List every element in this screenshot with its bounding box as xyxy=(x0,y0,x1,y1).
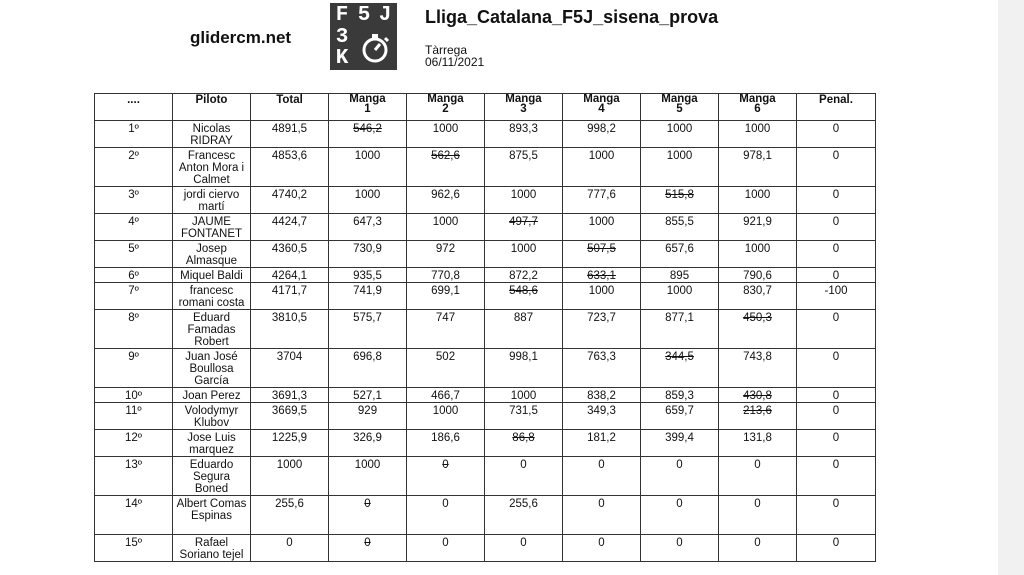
total-cell: 1000 xyxy=(251,457,329,496)
total-cell: 4360,5 xyxy=(251,241,329,268)
header-round-4 xyxy=(563,94,641,121)
round-score-cell: 0 xyxy=(641,496,719,535)
table-row xyxy=(95,148,876,187)
round-score-cell: 349,3 xyxy=(563,403,641,430)
header-round-6 xyxy=(719,94,797,121)
round-score-cell: 515,8 xyxy=(641,187,719,214)
round-score-cell: 855,5 xyxy=(641,214,719,241)
total-cell: 3704 xyxy=(251,349,329,388)
round-score-cell: 131,8 xyxy=(719,430,797,457)
round-score-cell: 929 xyxy=(329,403,407,430)
position-cell: 9º xyxy=(95,349,173,388)
round-score-cell: 770,8 xyxy=(407,268,485,283)
round-score-cell: 86,8 xyxy=(485,430,563,457)
header-round-5 xyxy=(641,94,719,121)
table-row xyxy=(95,496,876,535)
table-row xyxy=(95,283,876,310)
round-score-cell: 962,6 xyxy=(407,187,485,214)
results-table xyxy=(94,93,876,562)
round-score-cell: 659,7 xyxy=(641,403,719,430)
logo-glyph: K xyxy=(335,47,349,70)
total-cell: 0 xyxy=(251,535,329,562)
round-score-cell: 575,7 xyxy=(329,310,407,349)
position-cell: 1º xyxy=(95,121,173,148)
round-score-cell: 0 xyxy=(719,535,797,562)
round-score-cell: 497,7 xyxy=(485,214,563,241)
position-cell: 12º xyxy=(95,430,173,457)
round-score-cell: 699,1 xyxy=(407,283,485,310)
round-score-cell: 0 xyxy=(641,535,719,562)
round-score-cell: 895 xyxy=(641,268,719,283)
round-score-cell: 972 xyxy=(407,241,485,268)
round-score-cell: 1000 xyxy=(719,241,797,268)
round-score-cell: 450,3 xyxy=(719,310,797,349)
round-score-cell: 0 xyxy=(641,457,719,496)
header-position: .... xyxy=(95,94,173,121)
round-score-cell: 0 xyxy=(719,457,797,496)
round-score-cell: 0 xyxy=(407,535,485,562)
position-cell: 4º xyxy=(95,214,173,241)
round-score-cell: 731,5 xyxy=(485,403,563,430)
pilot-cell: Albert Comas Espinas xyxy=(173,496,251,535)
round-score-cell: 1000 xyxy=(329,187,407,214)
header-round-label: Manga 6 xyxy=(739,93,776,115)
pilot-cell: Josep Almasque xyxy=(173,241,251,268)
pilot-cell: francesc romani costa xyxy=(173,283,251,310)
round-score-cell: 0 xyxy=(563,535,641,562)
round-score-cell: 1000 xyxy=(563,148,641,187)
round-score-cell: 1000 xyxy=(563,214,641,241)
total-cell: 3810,5 xyxy=(251,310,329,349)
total-cell: 3691,3 xyxy=(251,388,329,403)
round-score-cell: 741,9 xyxy=(329,283,407,310)
round-score-cell: 921,9 xyxy=(719,214,797,241)
header-round-3 xyxy=(485,94,563,121)
round-score-cell: 255,6 xyxy=(485,496,563,535)
position-cell: 7º xyxy=(95,283,173,310)
round-score-cell: 696,8 xyxy=(329,349,407,388)
round-score-cell: 633,1 xyxy=(563,268,641,283)
round-score-cell: 0 xyxy=(329,535,407,562)
round-score-cell: 723,7 xyxy=(563,310,641,349)
position-cell: 15º xyxy=(95,535,173,562)
round-score-cell: 830,7 xyxy=(719,283,797,310)
round-score-cell: 326,9 xyxy=(329,430,407,457)
round-score-cell: 743,8 xyxy=(719,349,797,388)
round-score-cell: 562,6 xyxy=(407,148,485,187)
penalty-cell: 0 xyxy=(797,403,876,430)
position-cell: 3º xyxy=(95,187,173,214)
round-score-cell: 998,1 xyxy=(485,349,563,388)
round-score-cell: 0 xyxy=(563,496,641,535)
round-score-cell: 998,2 xyxy=(563,121,641,148)
event-location: Tàrrega xyxy=(425,43,468,57)
penalty-cell: 0 xyxy=(797,388,876,403)
round-score-cell: 1000 xyxy=(407,121,485,148)
round-score-cell: 466,7 xyxy=(407,388,485,403)
position-cell: 8º xyxy=(95,310,173,349)
round-score-cell: 730,9 xyxy=(329,241,407,268)
penalty-cell: 0 xyxy=(797,187,876,214)
penalty-cell: 0 xyxy=(797,268,876,283)
round-score-cell: 887 xyxy=(485,310,563,349)
round-score-cell: 790,6 xyxy=(719,268,797,283)
round-score-cell: 893,3 xyxy=(485,121,563,148)
table-row xyxy=(95,403,876,430)
logo-glyph: 5 xyxy=(357,4,371,27)
penalty-cell: 0 xyxy=(797,457,876,496)
header-round-label: Manga 3 xyxy=(505,93,542,115)
round-score-cell: 1000 xyxy=(407,403,485,430)
header-row xyxy=(95,94,876,121)
round-score-cell: 0 xyxy=(407,457,485,496)
header-round-2 xyxy=(407,94,485,121)
total-cell: 3669,5 xyxy=(251,403,329,430)
round-score-cell: 186,6 xyxy=(407,430,485,457)
round-score-cell: 1000 xyxy=(485,187,563,214)
table-row xyxy=(95,535,876,562)
pilot-cell: Miquel Baldi xyxy=(173,268,251,283)
round-score-cell: 0 xyxy=(329,496,407,535)
round-score-cell: 1000 xyxy=(719,187,797,214)
total-cell: 4171,7 xyxy=(251,283,329,310)
position-cell: 10º xyxy=(95,388,173,403)
round-score-cell: 935,5 xyxy=(329,268,407,283)
penalty-cell: 0 xyxy=(797,349,876,388)
table-row xyxy=(95,121,876,148)
logo-glyph: J xyxy=(378,4,392,27)
round-score-cell: 546,2 xyxy=(329,121,407,148)
round-score-cell: 0 xyxy=(485,457,563,496)
event-date: 06/11/2021 xyxy=(425,55,485,69)
round-score-cell: 502 xyxy=(407,349,485,388)
pilot-cell: Juan José Boullosa García xyxy=(173,349,251,388)
round-score-cell: 859,3 xyxy=(641,388,719,403)
total-cell: 4740,2 xyxy=(251,187,329,214)
table-row xyxy=(95,430,876,457)
pilot-cell: Nicolas RIDRAY xyxy=(173,121,251,148)
round-score-cell: 1000 xyxy=(485,388,563,403)
round-score-cell: 1000 xyxy=(407,214,485,241)
table-row xyxy=(95,310,876,349)
total-cell: 4424,7 xyxy=(251,214,329,241)
position-cell: 13º xyxy=(95,457,173,496)
round-score-cell: 1000 xyxy=(641,283,719,310)
pilot-cell: Rafael Soriano tejel xyxy=(173,535,251,562)
penalty-cell: 0 xyxy=(797,241,876,268)
pilot-cell: Volodymyr Klubov xyxy=(173,403,251,430)
position-cell: 6º xyxy=(95,268,173,283)
stopwatch-icon xyxy=(358,31,392,65)
round-score-cell: 875,5 xyxy=(485,148,563,187)
penalty-cell: 0 xyxy=(797,430,876,457)
header-total: Total xyxy=(251,94,329,121)
round-score-cell: 1000 xyxy=(485,241,563,268)
round-score-cell: 1000 xyxy=(329,457,407,496)
position-cell: 2º xyxy=(95,148,173,187)
round-score-cell: 978,1 xyxy=(719,148,797,187)
table-row xyxy=(95,457,876,496)
total-cell: 4853,6 xyxy=(251,148,329,187)
viewer-scrollbar[interactable] xyxy=(998,0,1024,575)
round-score-cell: 747 xyxy=(407,310,485,349)
total-cell: 255,6 xyxy=(251,496,329,535)
pilot-cell: Francesc Anton Mora i Calmet xyxy=(173,148,251,187)
round-score-cell: 1000 xyxy=(719,121,797,148)
table-row xyxy=(95,214,876,241)
event-info xyxy=(425,44,484,68)
round-score-cell: 0 xyxy=(407,496,485,535)
logo-glyph: F xyxy=(335,4,349,27)
header-pilot: Piloto xyxy=(173,94,251,121)
page-title: Lliga_Catalana_F5J_sisena_prova xyxy=(425,7,719,27)
round-score-cell: 430,8 xyxy=(719,388,797,403)
round-score-cell: 0 xyxy=(719,496,797,535)
penalty-cell: 0 xyxy=(797,310,876,349)
round-score-cell: 213,6 xyxy=(719,403,797,430)
round-score-cell: 0 xyxy=(563,457,641,496)
round-score-cell: 838,2 xyxy=(563,388,641,403)
header-round-label: Manga 2 xyxy=(427,93,464,115)
round-score-cell: 1000 xyxy=(563,283,641,310)
header-round-1 xyxy=(329,94,407,121)
total-cell: 1225,9 xyxy=(251,430,329,457)
round-score-cell: 763,3 xyxy=(563,349,641,388)
round-score-cell: 399,4 xyxy=(641,430,719,457)
position-cell: 5º xyxy=(95,241,173,268)
round-score-cell: 877,1 xyxy=(641,310,719,349)
header-penalty: Penal. xyxy=(797,94,876,121)
penalty-cell: 0 xyxy=(797,148,876,187)
round-score-cell: 777,6 xyxy=(563,187,641,214)
pilot-cell: Eduardo Segura Boned xyxy=(173,457,251,496)
site-name: glidercm.net xyxy=(190,28,292,47)
pilot-cell: Jose Luis marquez xyxy=(173,430,251,457)
penalty-cell: 0 xyxy=(797,535,876,562)
table-row xyxy=(95,241,876,268)
logo-glyph: 3 xyxy=(335,26,349,49)
round-score-cell: 1000 xyxy=(641,121,719,148)
round-score-cell: 181,2 xyxy=(563,430,641,457)
position-cell: 14º xyxy=(95,496,173,535)
penalty-cell: 0 xyxy=(797,214,876,241)
round-score-cell: 548,6 xyxy=(485,283,563,310)
pilot-cell: jordi ciervo martí xyxy=(173,187,251,214)
position-cell: 11º xyxy=(95,403,173,430)
header-round-label: Manga 4 xyxy=(583,93,620,115)
round-score-cell: 507,5 xyxy=(563,241,641,268)
penalty-cell: 0 xyxy=(797,121,876,148)
table-row xyxy=(95,268,876,283)
round-score-cell: 527,1 xyxy=(329,388,407,403)
pilot-cell: Eduard Famadas Robert xyxy=(173,310,251,349)
round-score-cell: 872,2 xyxy=(485,268,563,283)
f5j-logo xyxy=(330,3,397,70)
penalty-cell: -100 xyxy=(797,283,876,310)
pilot-cell: JAUME FONTANET xyxy=(173,214,251,241)
total-cell: 4891,5 xyxy=(251,121,329,148)
round-score-cell: 0 xyxy=(485,535,563,562)
pilot-cell: Joan Perez xyxy=(173,388,251,403)
penalty-cell: 0 xyxy=(797,496,876,535)
round-score-cell: 647,3 xyxy=(329,214,407,241)
total-cell: 4264,1 xyxy=(251,268,329,283)
round-score-cell: 1000 xyxy=(329,148,407,187)
table-row xyxy=(95,388,876,403)
table-row xyxy=(95,187,876,214)
header-round-label: Manga 1 xyxy=(349,93,386,115)
round-score-cell: 344,5 xyxy=(641,349,719,388)
round-score-cell: 657,6 xyxy=(641,241,719,268)
header-round-label: Manga 5 xyxy=(661,93,698,115)
table-row xyxy=(95,349,876,388)
results-body xyxy=(95,121,876,562)
round-score-cell: 1000 xyxy=(641,148,719,187)
